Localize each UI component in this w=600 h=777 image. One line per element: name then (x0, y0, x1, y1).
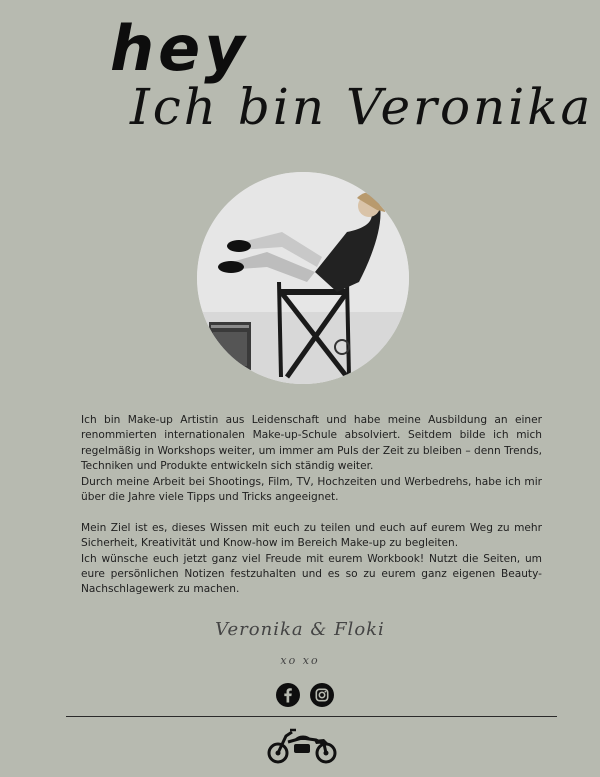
closing-text: xo xo (280, 654, 320, 667)
facebook-icon[interactable] (276, 683, 300, 707)
intro-text (81, 413, 542, 598)
page-title: Ich bin Veronika (130, 78, 594, 136)
intro-paragraph-3: Mein Ziel ist es, dieses Wissen mit euch zu teilen und euch auf eurem Weg zu mehr Sicherheit, Kreativität und Know-how im Bereich Make-up zu begleiten. (81, 521, 542, 550)
intro-paragraph-1: Ich bin Make-up Artistin aus Leidenschaft und habe meine Ausbildung an einer renommierten internationalen Make-up-Schule absolviert. Seitdem bilde ich mich regelmäßig in Workshops weiter, um immer am Puls der Zeit zu bleiben – denn Trends, Techniken und Produkte entwickeln sich ständig weiter. (81, 414, 542, 473)
intro-paragraph-4: Ich wünsche euch jetzt ganz viel Freude mit eurem Workbook! Nutzt die Seiten, um eure persönlichen Notizen festzuhalten und es so zu eurem ganz eigenen Beauty-Nachschlagewerk zu machen. (81, 552, 542, 596)
footer-divider (66, 716, 557, 717)
intro-paragraph-2: Durch meine Arbeit bei Shootings, Film, TV, Hochzeiten und Werbedrehs, habe ich mir über die Jahre viele Tipps und Tricks angeeignet. (81, 475, 542, 504)
motorcycle-icon (266, 724, 338, 764)
instagram-icon[interactable] (310, 683, 334, 707)
profile-photo (197, 172, 409, 384)
greeting-heading: hey (110, 12, 249, 85)
signature: Veronika & Floki (215, 619, 385, 640)
